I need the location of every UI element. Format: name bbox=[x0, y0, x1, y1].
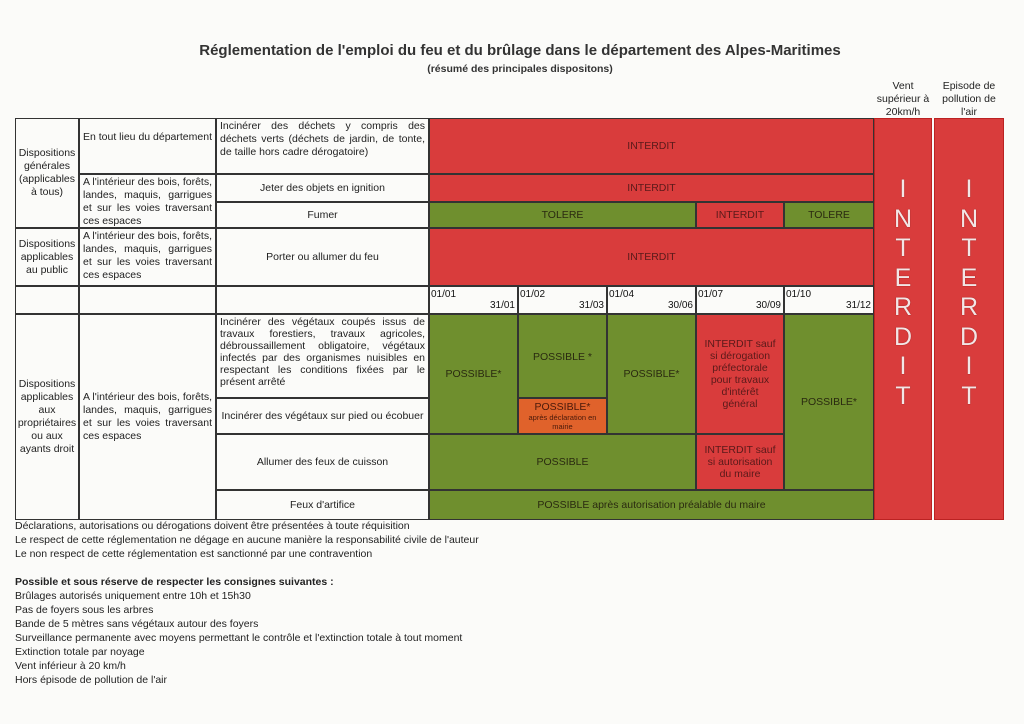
page-subtitle: (résumé des principales dispositons) bbox=[427, 63, 613, 75]
consigne-item: Extinction totale par noyage bbox=[15, 646, 145, 658]
activity-porter-feu: Porter ou allumer du feu bbox=[216, 228, 429, 286]
location-interieur-bois: A l'intérieur des bois, forêts, landes, maquis, garrigues et sur les voies traversant ces espaces bbox=[79, 228, 216, 286]
period-start: 01/10 bbox=[786, 289, 812, 300]
status-interdit: INTERDIT bbox=[696, 202, 784, 228]
location-empty bbox=[79, 286, 216, 314]
consigne-item: Vent inférieur à 20 km/h bbox=[15, 660, 126, 672]
period-cell bbox=[784, 286, 874, 314]
activity-feux-cuisson: Allumer des feux de cuisson bbox=[216, 434, 429, 490]
big-letter: I bbox=[899, 352, 907, 380]
location-tout-lieu: En tout lieu du département bbox=[79, 118, 216, 174]
big-letter: R bbox=[959, 293, 979, 321]
group-empty bbox=[15, 286, 79, 314]
period-start: 01/04 bbox=[609, 289, 635, 300]
status-tolere: TOLERE bbox=[784, 202, 874, 228]
big-letter: I bbox=[899, 175, 907, 203]
status-possible-star: POSSIBLE * bbox=[518, 314, 607, 398]
period-end: 30/09 bbox=[755, 300, 781, 311]
location-interieur-bois: A l'intérieur des bois, forêts, landes, maquis, garrigues et sur les voies traversant ces espaces bbox=[79, 314, 216, 520]
status-tolere: TOLERE bbox=[429, 202, 696, 228]
note-line: Le respect de cette réglementation ne dégage en aucune manière la responsabilité civile de l'auteur bbox=[15, 534, 479, 546]
status-possible-star: POSSIBLE* bbox=[534, 401, 591, 413]
activity-incinerer-dechets: Incinérer des déchets y compris des déchets verts (déchets de jardin, de tonte, de taille hors cadre dérogatoire) bbox=[216, 118, 429, 174]
group-proprietaires: Dispositions applicables aux propriétaires ou aux ayants droit bbox=[15, 314, 79, 520]
consigne-item: Brûlages autorisés uniquement entre 10h et 15h30 bbox=[15, 590, 251, 602]
period-start: 01/07 bbox=[698, 289, 724, 300]
status-possible-star: POSSIBLE* bbox=[429, 314, 518, 434]
location-interieur-bois: A l'intérieur des bois, forêts, landes, maquis, garrigues et sur les voies traversant ces espaces bbox=[79, 174, 216, 228]
status-apres-declaration: après déclaration en mairie bbox=[528, 413, 597, 431]
period-cell bbox=[696, 286, 784, 314]
big-letter: E bbox=[960, 263, 978, 292]
big-letter: T bbox=[895, 234, 911, 262]
period-start: 01/01 bbox=[431, 289, 457, 300]
activity-empty bbox=[216, 286, 429, 314]
big-letter: E bbox=[894, 263, 912, 292]
big-letter: T bbox=[961, 234, 977, 262]
consignes-title: Possible et sous réserve de respecter les consignes suivantes : bbox=[15, 576, 334, 588]
period-end: 31/01 bbox=[489, 300, 515, 311]
consigne-item: Surveillance permanente avec moyens permettant le contrôle et l'extinction totale à tout moment bbox=[15, 632, 463, 644]
big-letter: N bbox=[893, 204, 913, 233]
status-possible-declaration bbox=[518, 398, 607, 434]
activity-feux-artifice: Feux d'artifice bbox=[216, 490, 429, 520]
status-possible: POSSIBLE bbox=[429, 434, 696, 490]
status-possible-star: POSSIBLE* bbox=[607, 314, 696, 434]
page-title: Réglementation de l'emploi du feu et du brûlage dans le département des Alpes-Maritimes bbox=[199, 42, 841, 59]
consigne-item: Bande de 5 mètres sans végétaux autour des foyers bbox=[15, 618, 259, 630]
status-interdit-autorisation: INTERDIT sauf si autorisation du maire bbox=[696, 434, 784, 490]
big-letter: D bbox=[893, 322, 913, 351]
status-interdit-derogation: INTERDIT sauf si dérogation préfectorale pour travaux d'intérêt général bbox=[696, 314, 784, 434]
status-interdit: INTERDIT bbox=[429, 228, 874, 286]
big-letter: T bbox=[895, 381, 911, 410]
period-cell bbox=[518, 286, 607, 314]
status-possible-apres-autorisation: POSSIBLE après autorisation préalable du maire bbox=[429, 490, 874, 520]
activity-incinerer-vegetaux: Incinérer des végétaux coupés issus de travaux forestiers, travaux agricoles, débroussaillement obligatoire, végétaux infectés par des organismes nuisibles en respectant les conditions fixées par le présent arrêté bbox=[216, 314, 429, 398]
status-interdit: INTERDIT bbox=[429, 174, 874, 202]
big-letter: T bbox=[961, 381, 977, 410]
activity-incinerer-pied: Incinérer des végétaux sur pied ou écobuer bbox=[216, 398, 429, 434]
period-cell bbox=[607, 286, 696, 314]
status-possible-star: POSSIBLE* bbox=[784, 314, 874, 490]
header-vent: Vent supérieur à 20km/h bbox=[876, 80, 930, 118]
period-end: 31/03 bbox=[578, 300, 604, 311]
big-letter: D bbox=[959, 322, 979, 351]
status-interdit: INTERDIT bbox=[429, 118, 874, 174]
big-letter: R bbox=[893, 293, 913, 321]
period-end: 30/06 bbox=[667, 300, 693, 311]
notes-section bbox=[15, 519, 835, 687]
big-letter: I bbox=[965, 175, 973, 203]
group-generales: Dispositions générales (applicables à tous) bbox=[15, 118, 79, 228]
big-letter: N bbox=[959, 204, 979, 233]
note-line: Déclarations, autorisations ou dérogations doivent être présentées à toute réquisition bbox=[15, 520, 410, 532]
header-pollution: Episode de pollution de l'air bbox=[942, 80, 996, 118]
column-vent-interdit bbox=[874, 118, 932, 520]
column-pollution-interdit bbox=[934, 118, 1004, 520]
big-letter: I bbox=[965, 352, 973, 380]
note-line: Le non respect de cette réglementation est sanctionné par une contravention bbox=[15, 548, 373, 560]
period-start: 01/02 bbox=[520, 289, 546, 300]
consigne-item: Pas de foyers sous les arbres bbox=[15, 604, 154, 616]
group-public: Dispositions applicables au public bbox=[15, 228, 79, 286]
activity-fumer: Fumer bbox=[216, 202, 429, 228]
period-end: 31/12 bbox=[845, 300, 871, 311]
activity-jeter-objets: Jeter des objets en ignition bbox=[216, 174, 429, 202]
consigne-item: Hors épisode de pollution de l'air bbox=[15, 674, 168, 686]
period-cell bbox=[429, 286, 518, 314]
